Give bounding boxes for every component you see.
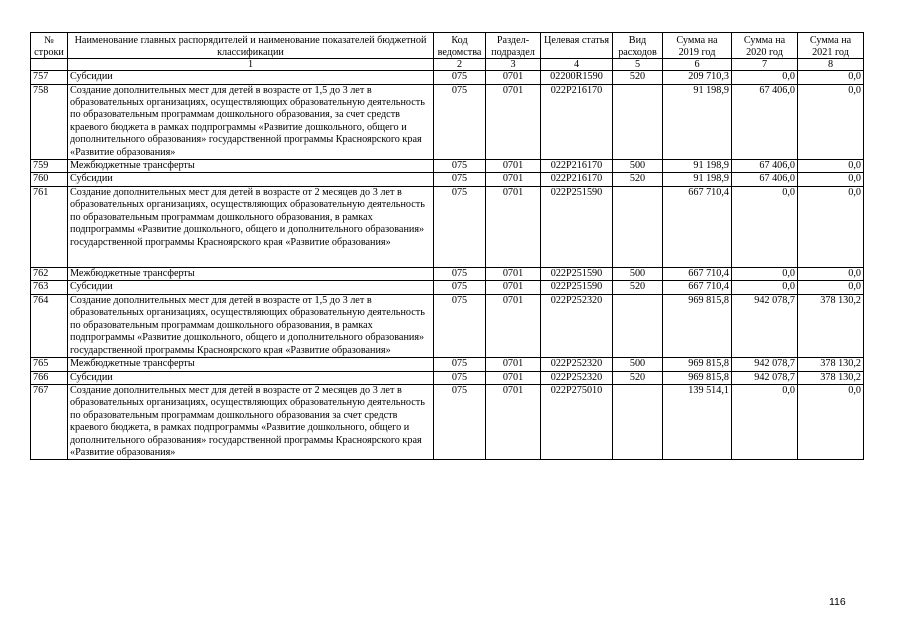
row-target: 02200R1590 [541,71,613,85]
row-section: 0701 [486,84,541,159]
row-sum-2021: 0,0 [798,267,864,281]
row-section: 0701 [486,173,541,187]
header-row [31,33,864,59]
table-row [31,173,864,187]
table-row [31,84,864,159]
row-number: 762 [31,267,68,281]
row-exp-type: 520 [613,371,663,385]
row-name: Межбюджетные трансферты [68,358,434,372]
row-sum-2020: 67 406,0 [732,159,798,173]
table-row [31,186,864,267]
table-row [31,159,864,173]
row-exp-type [613,186,663,267]
row-name: Субсидии [68,371,434,385]
row-sum-2019: 969 815,8 [663,294,732,357]
row-section: 0701 [486,281,541,295]
row-name: Субсидии [68,71,434,85]
row-number: 757 [31,71,68,85]
row-name: Создание дополнительных мест для детей в возрасте от 1,5 до 3 лет в образовательных организациях, осуществляющих образовательную деятельность по образовательным программам дошкольного образования, в рамках подпрограммы «Развитие дошкольного, общего и дополнительного образования» государственной программы Красноярского края «Развитие образования» [68,294,434,357]
row-number: 765 [31,358,68,372]
column-number: 8 [798,59,864,71]
row-sum-2020: 0,0 [732,385,798,460]
header-sum-2019: Сумма на 2019 год [663,33,732,59]
row-target: 022P275010 [541,385,613,460]
row-sum-2020: 67 406,0 [732,84,798,159]
row-target: 022P251590 [541,267,613,281]
row-number: 759 [31,159,68,173]
row-sum-2019: 91 198,9 [663,173,732,187]
row-sum-2021: 0,0 [798,186,864,267]
row-section: 0701 [486,267,541,281]
column-number: 2 [434,59,486,71]
row-name: Создание дополнительных мест для детей в возрасте от 2 месяцев до 3 лет в образовательных организациях, осуществляющих образовательную деятельность по образовательным программам дошкольного образования, в рамках подпрограммы «Развитие дошкольного, общего и дополнительного образования» государственной программы Красноярского края «Развитие образования» [68,186,434,267]
row-dept-code: 075 [434,186,486,267]
row-sum-2020: 0,0 [732,186,798,267]
row-dept-code: 075 [434,173,486,187]
header-exp-type: Вид расходов [613,33,663,59]
row-section: 0701 [486,358,541,372]
row-sum-2021: 0,0 [798,385,864,460]
row-sum-2021: 0,0 [798,281,864,295]
table-row [31,267,864,281]
row-sum-2019: 667 710,4 [663,281,732,295]
row-section: 0701 [486,71,541,85]
row-sum-2019: 91 198,9 [663,159,732,173]
row-number: 760 [31,173,68,187]
table-row [31,71,864,85]
row-name: Субсидии [68,173,434,187]
row-sum-2019: 91 198,9 [663,84,732,159]
row-exp-type: 500 [613,358,663,372]
row-exp-type [613,294,663,357]
row-number: 761 [31,186,68,267]
row-name: Создание дополнительных мест для детей в возрасте от 2 месяцев до 3 лет в образовательных организациях, осуществляющих образовательную деятельность по образовательным программам дошкольного образования за счет средств краевого бюджета, в рамках подпрограммы «Развитие дошкольного, общего и дополнительного образования» государственной программы Красноярского края «Развитие образования» [68,385,434,460]
row-target: 022P216170 [541,84,613,159]
row-sum-2019: 139 514,1 [663,385,732,460]
table-row [31,371,864,385]
row-target: 022P252320 [541,294,613,357]
row-dept-code: 075 [434,281,486,295]
table-row [31,385,864,460]
header-sum-2020: Сумма на 2020 год [732,33,798,59]
row-exp-type: 520 [613,281,663,295]
row-sum-2020: 67 406,0 [732,173,798,187]
row-number: 767 [31,385,68,460]
row-exp-type [613,385,663,460]
row-sum-2021: 0,0 [798,173,864,187]
table-row [31,294,864,357]
row-dept-code: 075 [434,294,486,357]
row-section: 0701 [486,186,541,267]
row-dept-code: 075 [434,385,486,460]
row-name: Субсидии [68,281,434,295]
row-number: 763 [31,281,68,295]
page-number: 116 [829,596,846,608]
row-target: 022P251590 [541,186,613,267]
row-dept-code: 075 [434,159,486,173]
column-number: 6 [663,59,732,71]
row-number: 766 [31,371,68,385]
header-target: Целевая статья [541,33,613,59]
row-exp-type: 500 [613,267,663,281]
row-section: 0701 [486,294,541,357]
column-number: 4 [541,59,613,71]
row-sum-2020: 0,0 [732,71,798,85]
row-dept-code: 075 [434,267,486,281]
row-sum-2021: 378 130,2 [798,371,864,385]
row-dept-code: 075 [434,84,486,159]
row-sum-2019: 969 815,8 [663,371,732,385]
row-sum-2019: 209 710,3 [663,71,732,85]
header-sum-2021: Сумма на 2021 год [798,33,864,59]
row-target: 022P251590 [541,281,613,295]
column-number: 7 [732,59,798,71]
row-target: 022P252320 [541,371,613,385]
row-sum-2020: 0,0 [732,267,798,281]
row-sum-2021: 378 130,2 [798,358,864,372]
row-number: 758 [31,84,68,159]
row-dept-code: 075 [434,371,486,385]
row-section: 0701 [486,385,541,460]
row-dept-code: 075 [434,358,486,372]
row-name: Создание дополнительных мест для детей в возрасте от 1,5 до 3 лет в образовательных организациях, осуществляющих образовательную деятельность по образовательным программам дошкольного образования, за счет средств краевого бюджета в рамках подпрограммы «Развитие дошкольного, общего и дополнительного образования» государственной программы Красноярского края «Развитие образования» [68,84,434,159]
row-sum-2021: 0,0 [798,71,864,85]
row-sum-2020: 0,0 [732,281,798,295]
row-dept-code: 075 [434,71,486,85]
row-sum-2019: 667 710,4 [663,267,732,281]
row-sum-2021: 0,0 [798,159,864,173]
row-sum-2020: 942 078,7 [732,294,798,357]
column-number: 3 [486,59,541,71]
row-target: 022P216170 [541,173,613,187]
row-exp-type: 520 [613,71,663,85]
row-name: Межбюджетные трансферты [68,267,434,281]
row-name: Межбюджетные трансферты [68,159,434,173]
row-exp-type [613,84,663,159]
row-target: 022P252320 [541,358,613,372]
table-row [31,358,864,372]
row-section: 0701 [486,159,541,173]
header-dept: Код ведомства [434,33,486,59]
budget-table [30,32,864,460]
row-section: 0701 [486,371,541,385]
row-number: 764 [31,294,68,357]
header-name: Наименование главных распорядителей и наименование показателей бюджетной классификации [68,33,434,59]
row-exp-type: 520 [613,173,663,187]
header-row-no: № строки [31,33,68,59]
table-row [31,281,864,295]
row-sum-2020: 942 078,7 [732,371,798,385]
row-sum-2020: 942 078,7 [732,358,798,372]
column-number: 5 [613,59,663,71]
row-exp-type: 500 [613,159,663,173]
row-target: 022P216170 [541,159,613,173]
row-sum-2021: 0,0 [798,84,864,159]
column-number-row [31,59,864,71]
header-section: Раздел-подраздел [486,33,541,59]
row-sum-2019: 667 710,4 [663,186,732,267]
column-number: 1 [68,59,434,71]
row-sum-2021: 378 130,2 [798,294,864,357]
row-sum-2019: 969 815,8 [663,358,732,372]
